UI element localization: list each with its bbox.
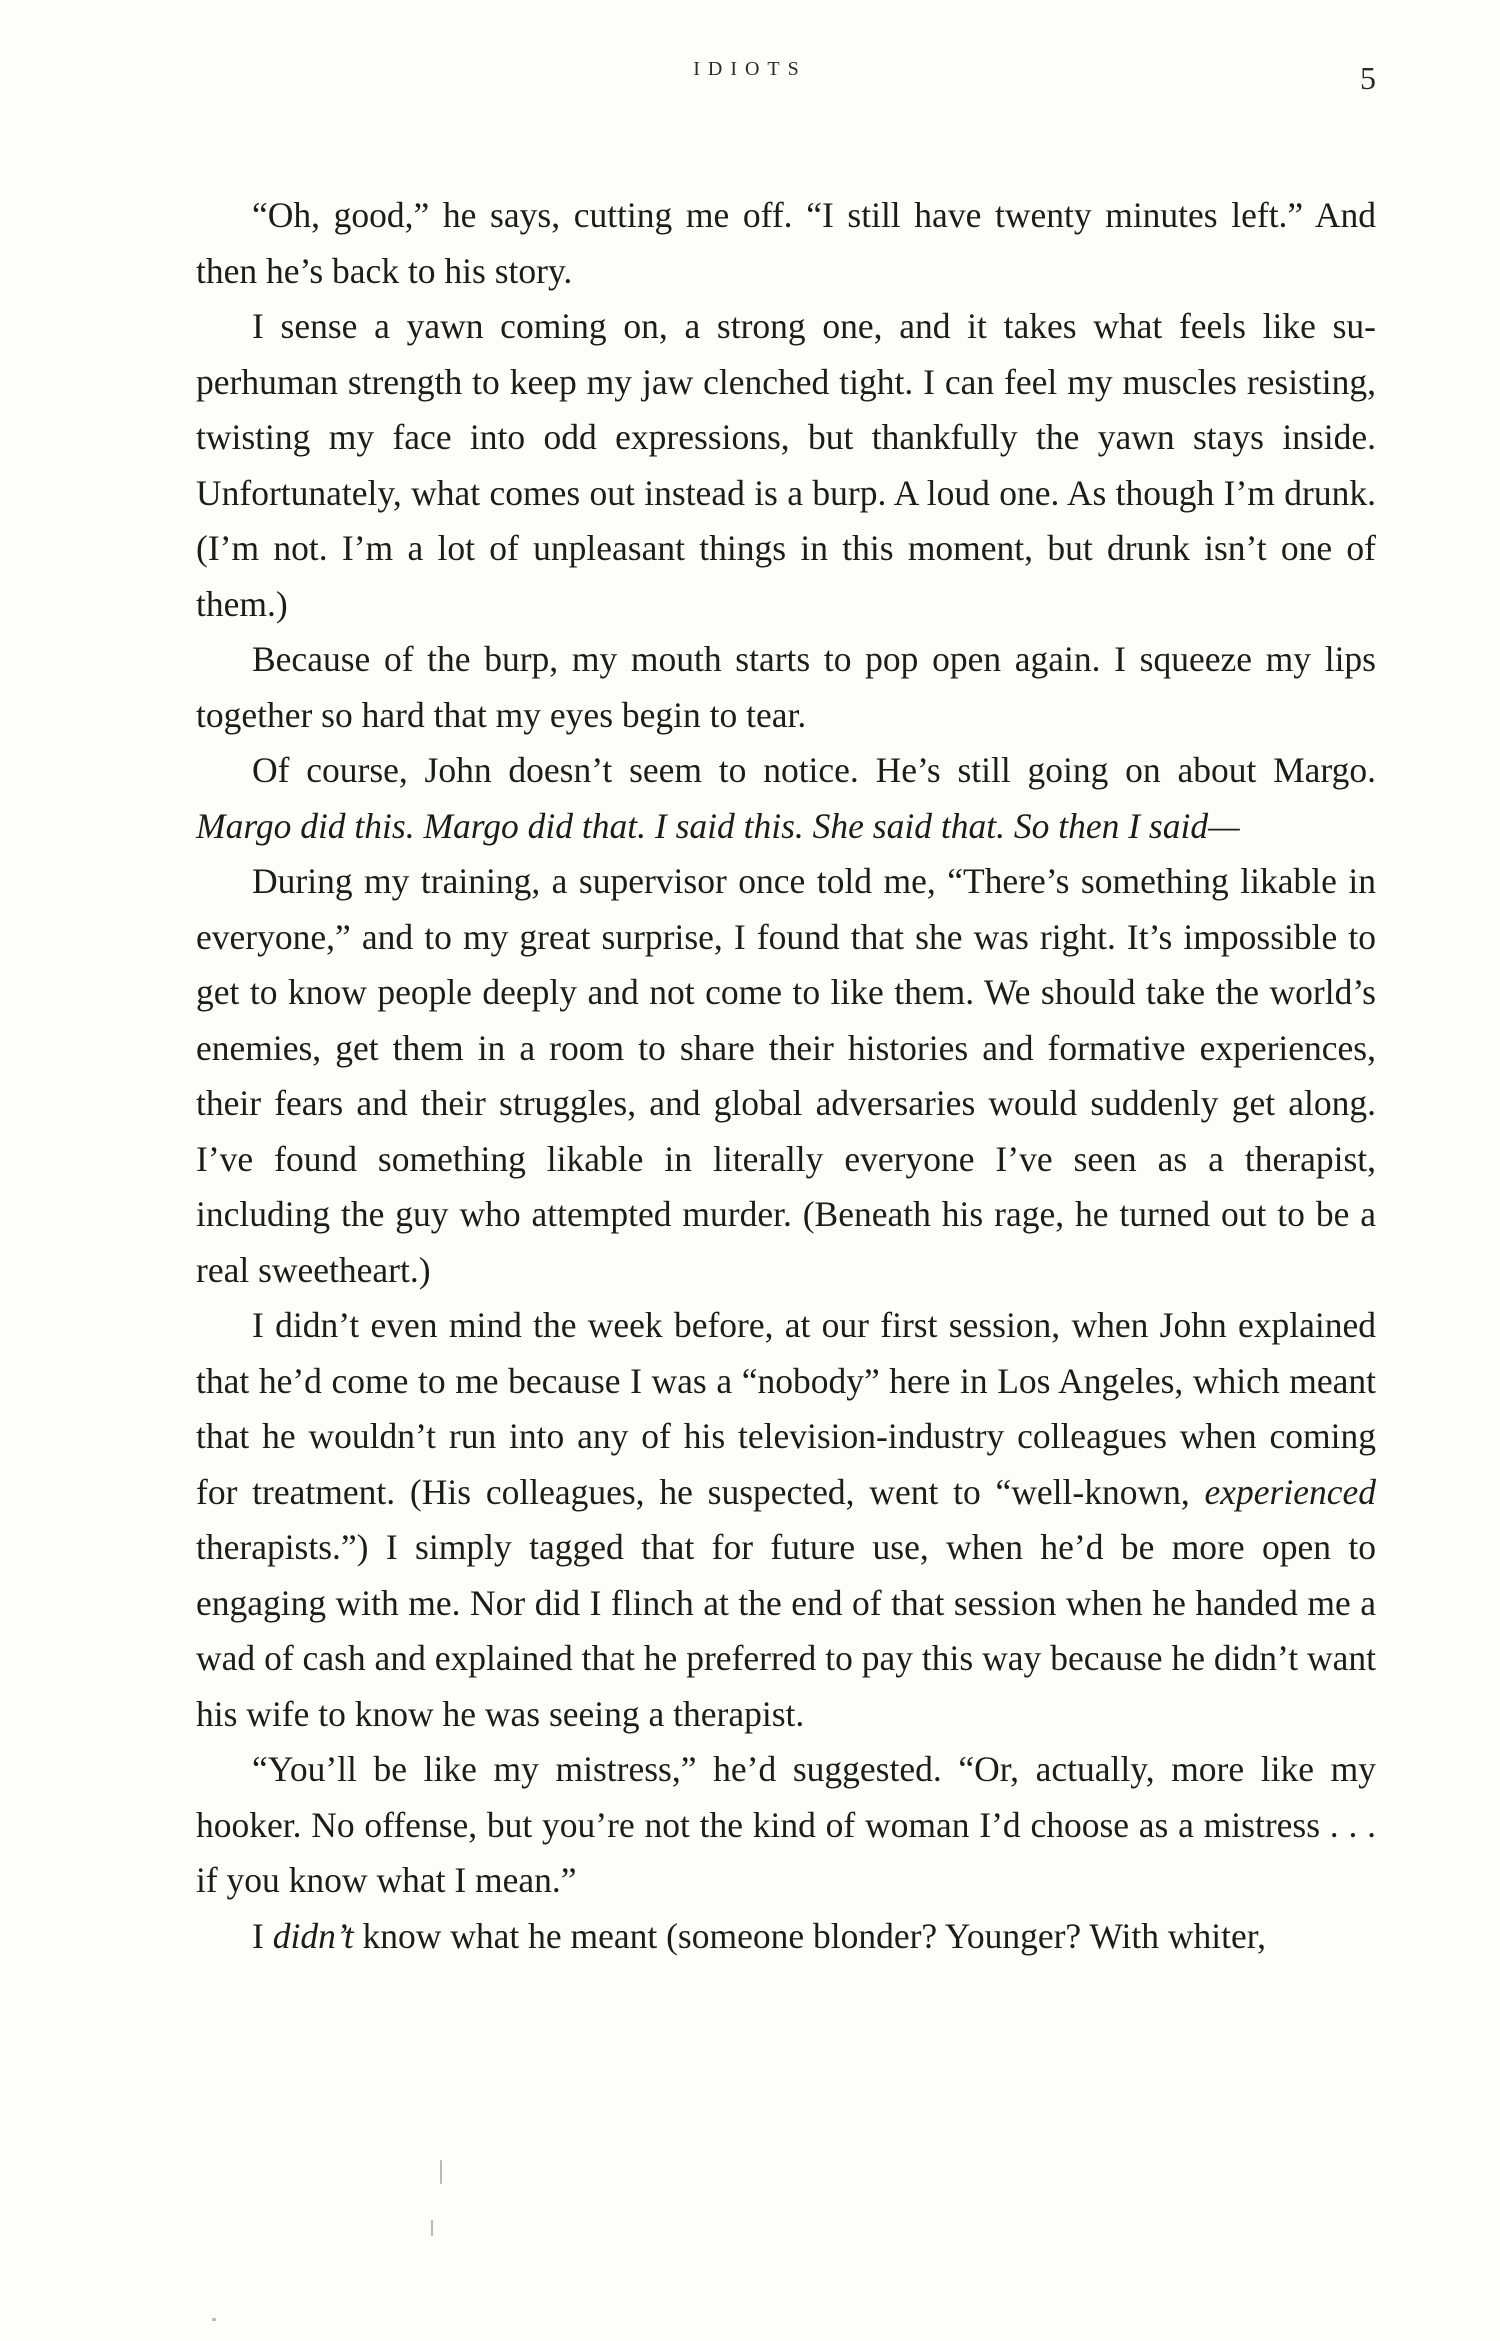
paragraph-6-text-b: therapists.”) I simply tagged that for future use, when he’d be more open to engaging with me. Nor did I flinch at the end of that session when he handed me a wad of cash and explained that he preferred to pay this way because he didn’t want his wife to know he was seeing a therapist. [196,1527,1376,1734]
paragraph-8 [196,1909,1376,1965]
paragraph-7: “You’ll be like my mistress,” he’d suggested. “Or, actually, more like my hooker. No offense, but you’re not the kind of woman I’d choose as a mistress . . . if you know what I mean.” [196,1749,1376,1900]
paragraph-3: Because of the burp, my mouth starts to pop open again. I squeeze my lips together so hard that my eyes begin to tear. [196,639,1376,735]
page-number: 5 [1360,60,1376,96]
paragraph-2: I sense a yawn coming on, a strong one, and it takes what feels like superhuman strength to keep my jaw clenched tight. I can feel my muscles resisting, twisting my face into odd expressions, but thankfully the yawn stays inside. Unfortunately, what comes out instead is a burp. A loud one. As though I’m drunk. (I’m not. I’m a lot of unpleasant things in this moment, but drunk isn’t one of them.) [196,306,1376,624]
paragraph-6-italic: experienced [1204,1471,1376,1512]
paragraph-8-text-a: I [252,1915,273,1956]
scan-mark [440,2160,442,2184]
paragraph-4-italic: Margo did this. Margo did that. I said this. She said that. So then I said— [196,805,1240,846]
running-head: IDIOTS [693,58,807,80]
scan-mark [431,2220,433,2236]
paragraph-6-text-a: I didn’t even mind the week before, at our first session, when John explained that he’d come to me because I was a “nobody” here in Los Angeles, which meant that he wouldn’t run into any of his television-industry colleagues when coming for treatment. (His colleagues, he suspected, went to “well-known, [196,1305,1376,1512]
paragraph-6 [196,1298,1376,1742]
paragraph-1: “Oh, good,” he says, cutting me off. “I still have twenty minutes left.” And then he’s back to his story. [196,195,1376,291]
paragraph-4 [196,743,1376,854]
body-text [196,188,1376,1964]
paragraph-5: During my training, a supervisor once told me, “There’s something likable in everyone,” and to my great surprise, I found that she was right. It’s impossible to get to know people deeply and not come to like them. We should take the world’s enemies, get them in a room to share their histories and formative experiences, their fears and their struggles, and global adversaries would suddenly get along. I’ve found something likable in literally everyone I’ve seen as a therapist, including the guy who attempted murder. (Beneath his rage, he turned out to be a real sweetheart.) [196,861,1376,1290]
paragraph-4-text: Of course, John doesn’t seem to notice. He’s still going on about Margo. [252,750,1376,790]
scan-mark [212,2318,216,2321]
paragraph-8-text-b: know what he meant (someone blonder? Younger? With whiter, [353,1915,1266,1956]
paragraph-8-italic: didn’t [272,1915,354,1956]
